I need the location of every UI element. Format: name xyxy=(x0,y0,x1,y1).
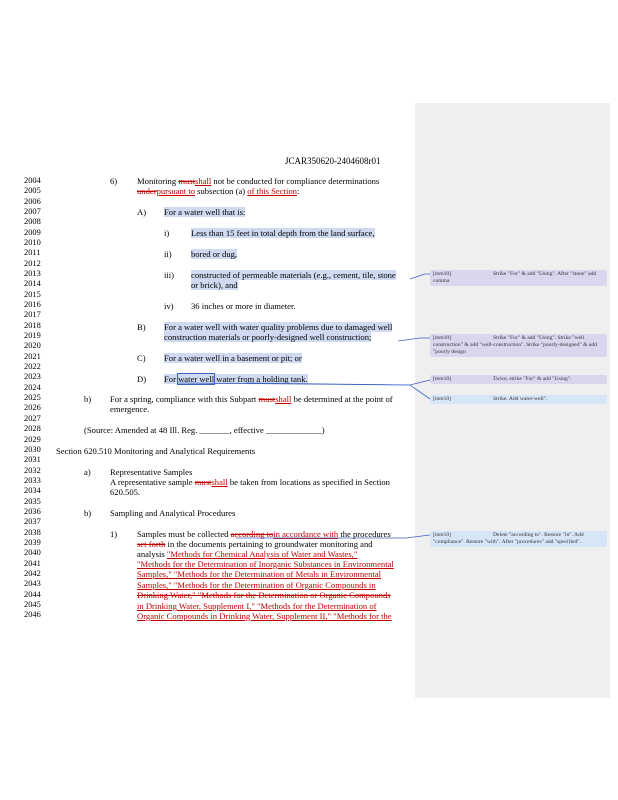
comment-balloon[interactable]: [mm10] Strike "For" & add "Using". Strike "well construction" & add "well-construction". Strike "poorly-designed" & add "poorly design xyxy=(430,334,607,357)
line-number: 2020 xyxy=(24,341,41,351)
line-number: 2030 xyxy=(24,444,41,454)
comment-balloon[interactable]: [mm10] Strike "For" & add "Using". After "stone" add comma xyxy=(430,270,607,286)
item-number: b) xyxy=(84,394,92,404)
line-number: 2005 xyxy=(24,186,41,196)
line-number: 2032 xyxy=(24,465,41,475)
text-line-2046: Organic Compounds in Drinking Water, Supplement II," "Methods for the xyxy=(137,611,392,621)
item-number: A) xyxy=(137,207,147,217)
line-number: 2037 xyxy=(24,517,41,527)
item-number: 1) xyxy=(110,529,118,539)
line-number: 2006 xyxy=(24,196,41,206)
line-number: 2024 xyxy=(24,382,41,392)
line-number: 2038 xyxy=(24,527,41,537)
line-number: 2008 xyxy=(24,217,41,227)
line-number: 2028 xyxy=(24,424,41,434)
line-number: 2011 xyxy=(24,248,41,258)
line-number: 2018 xyxy=(24,320,41,330)
item-number: b) xyxy=(84,508,92,518)
text-line-2041: "Methods for the Determination of Inorganic Substances in Environmental xyxy=(137,559,394,569)
line-number: 2027 xyxy=(24,413,41,423)
line-number: 2041 xyxy=(24,558,41,568)
line-number: 2025 xyxy=(24,393,41,403)
text-line-2034: 620.505. xyxy=(110,487,141,497)
line-number: 2045 xyxy=(24,599,41,609)
text-line-2043: Samples," "Methods for the Determination of Organic Compounds in xyxy=(137,580,376,590)
line-number: 2043 xyxy=(24,579,41,589)
line-number: 2031 xyxy=(24,455,41,465)
line-number: 2035 xyxy=(24,496,41,506)
source-note: (Source: Amended at 48 Ill. Reg. _______, effective _____________) xyxy=(84,425,325,435)
line-number: 2044 xyxy=(24,589,41,599)
line-number: 2016 xyxy=(24,300,41,310)
text-line-2044: Drinking Water," "Methods for the Determination or Organic Compounds xyxy=(137,590,391,600)
text-line-2005: underpursuant to subsection (a) of this Section: xyxy=(137,186,300,196)
line-number: 2015 xyxy=(24,289,41,299)
item-number: iv) xyxy=(164,301,174,311)
text-line-2014: or brick), and xyxy=(191,280,238,290)
line-number: 2012 xyxy=(24,258,41,268)
comment-balloon[interactable]: [mm10] Strike. Add water-well". xyxy=(430,395,607,404)
item-number: D) xyxy=(137,374,147,384)
text-line-2004: Monitoring mustshall not be conducted for compliance determinations xyxy=(137,176,380,186)
line-number: 2004 xyxy=(24,176,41,185)
line-number: 2039 xyxy=(24,537,41,547)
item-number: 6) xyxy=(110,176,118,186)
line-number: 2014 xyxy=(24,279,41,289)
line-number: 2009 xyxy=(24,227,41,237)
text-line-2021: For a water well in a basement or pit; or xyxy=(164,353,302,363)
document-id: JCAR350620-2404608r01 xyxy=(285,156,381,166)
text-line-2007: For a water well that is: xyxy=(164,207,246,217)
line-number: 2023 xyxy=(24,372,41,382)
text-line-2023: For water well water from a holding tank. xyxy=(164,374,308,384)
section-heading: Section 620.510 Monitoring and Analytical Requirements xyxy=(56,446,256,456)
line-number: 2021 xyxy=(24,351,41,361)
text-line-2009: Less than 15 feet in total depth from the land surface, xyxy=(191,228,375,238)
text-line-2042: Samples," "Methods for the Determination of Metals in Environmental xyxy=(137,569,382,579)
item-number: C) xyxy=(137,353,146,363)
comment-balloon[interactable]: [mm10] Delete "according to". Restore "in". Add "compliance". Restore "with". After "procedures" add "specified". xyxy=(430,531,607,547)
item-number: iii) xyxy=(164,270,175,280)
item-number: B) xyxy=(137,322,146,332)
line-number: 2026 xyxy=(24,403,41,413)
line-number: 2007 xyxy=(24,207,41,217)
text-line-2032: Representative Samples xyxy=(110,467,193,477)
text-line-2018: For a water well with water quality problems due to damaged well xyxy=(164,322,393,332)
line-number: 2046 xyxy=(24,610,41,620)
text-line-2045: in Drinking Water, Supplement I," "Methods for the Determination of xyxy=(137,601,377,611)
text-line-2011: bored or dug, xyxy=(191,249,238,259)
line-number: 2034 xyxy=(24,486,41,496)
line-number: 2017 xyxy=(24,310,41,320)
line-number: 2042 xyxy=(24,568,41,578)
line-number: 2040 xyxy=(24,548,41,558)
text-line-2026: emergence. xyxy=(110,404,150,414)
line-number: 2036 xyxy=(24,506,41,516)
text-line-2038: Samples must be collected according toin accordance with the procedures xyxy=(137,529,391,539)
text-line-2019: construction materials or poorly-designed well construction; xyxy=(164,332,372,342)
line-number: 2019 xyxy=(24,331,41,341)
text-line-2039: set forth in the documents pertaining to groundwater monitoring and xyxy=(137,539,373,549)
text-line-2040: analysis "Methods for Chemical Analysis of Water and Wastes," xyxy=(137,549,358,559)
comment-balloon[interactable]: [mm10] Twice, strike "For" & add "Using". xyxy=(430,375,607,384)
item-number: i) xyxy=(164,228,170,238)
line-number: 2013 xyxy=(24,269,41,279)
text-line-2013: constructed of permeable materials (e.g., cement, tile, stone xyxy=(191,270,396,280)
line-number: 2033 xyxy=(24,475,41,485)
line-number: 2029 xyxy=(24,434,41,444)
line-number: 2022 xyxy=(24,362,41,372)
text-line-2016: 36 inches or more in diameter. xyxy=(191,301,296,311)
item-number: a) xyxy=(84,467,91,477)
text-line-2025: For a spring, compliance with this Subpart mustshall be determined at the point of xyxy=(110,394,393,404)
text-line-2033: A representative sample mustshall be taken from locations as specified in Section xyxy=(110,477,390,487)
line-number: 2010 xyxy=(24,238,41,248)
item-number: ii) xyxy=(164,249,172,259)
text-line-2036: Sampling and Analytical Procedures xyxy=(110,508,236,518)
